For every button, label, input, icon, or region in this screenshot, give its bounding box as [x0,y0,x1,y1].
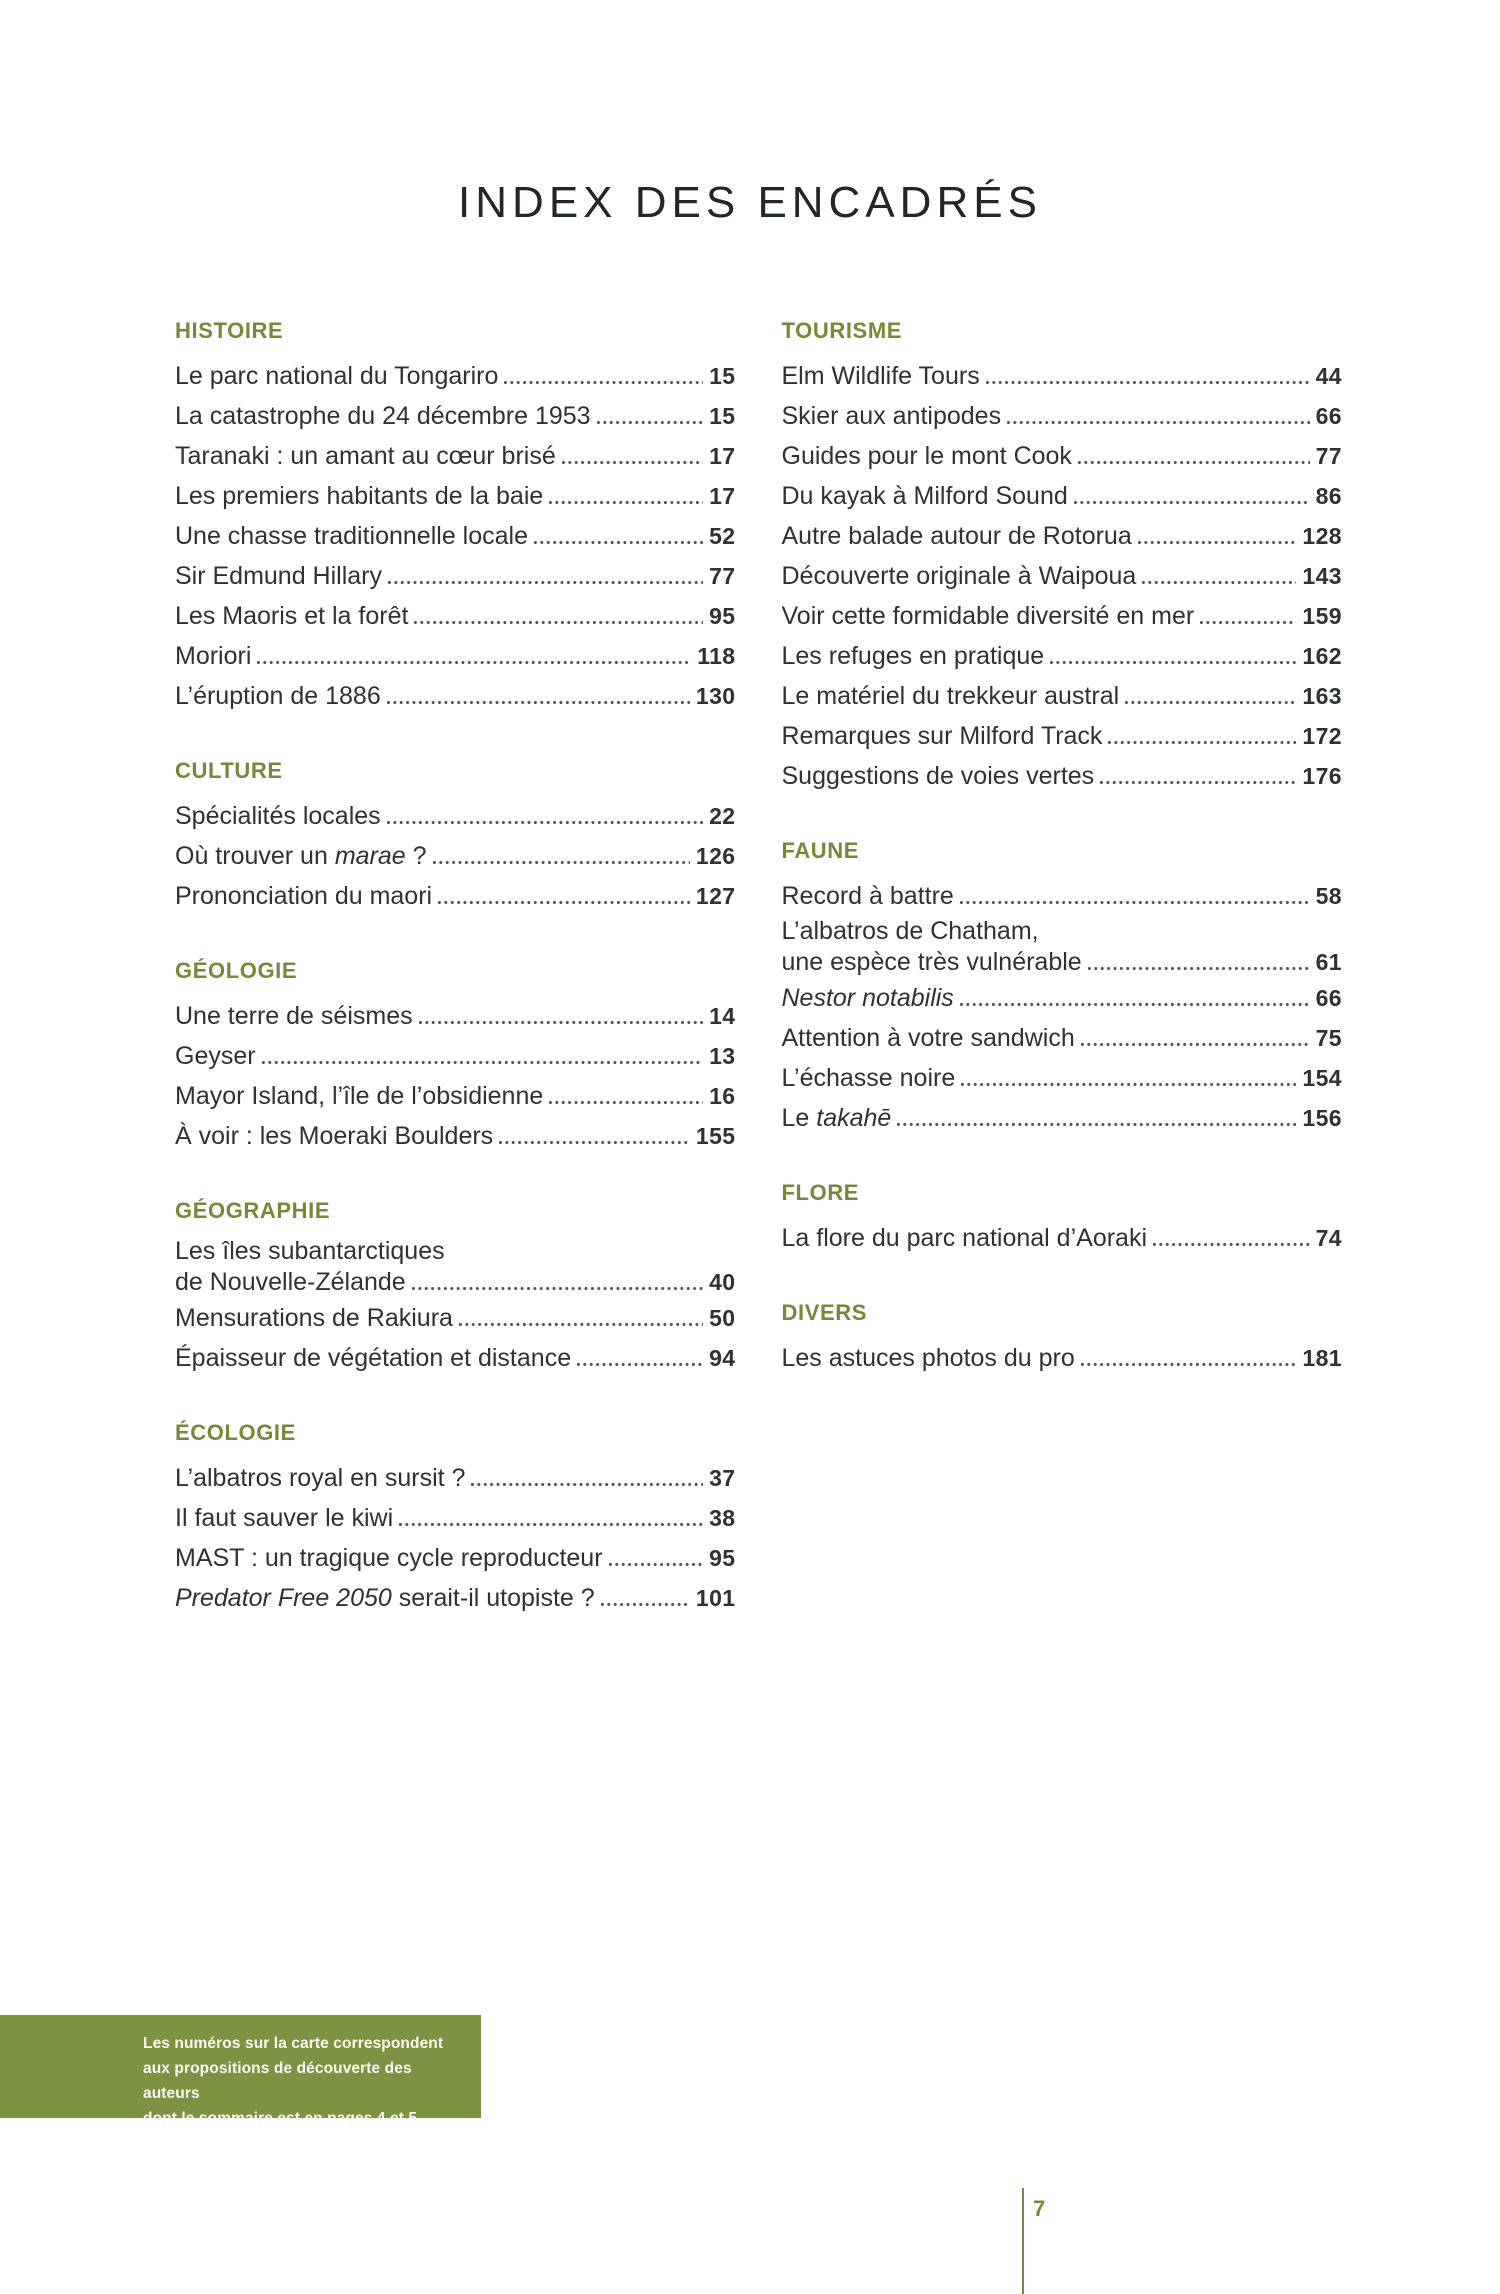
index-entry [175,1538,736,1578]
dotted-leader [601,1603,690,1606]
dotted-leader [1007,421,1310,424]
entry-line [175,1498,736,1538]
entry-page-number: 163 [1302,683,1342,709]
entry-line [175,1036,736,1076]
entry-line [782,876,1343,916]
entry-title [782,516,1132,556]
entry-title-text: Mensurations de Rakiura [175,1304,453,1332]
entry-title-text: Geyser [175,1042,256,1070]
dotted-leader [388,581,703,584]
entry-title-text: La catastrophe du 24 décembre 1953 [175,402,591,430]
entry-title-text: Du kayak à Milford Sound [781,482,1068,510]
index-section [175,1420,736,1618]
entry-title-text: La flore du parc national d’Aoraki [781,1224,1148,1252]
entry-title [175,1267,406,1298]
entry-line [782,1018,1343,1058]
dotted-leader [1138,541,1297,544]
index-entry [782,436,1343,476]
entry-title-text: L’échasse noire [781,1064,956,1092]
section-heading: ÉCOLOGIE [175,1420,296,1445]
entry-title-text: Remarques sur Milford Track [781,722,1103,750]
entry-line [782,396,1343,436]
entry-line [782,476,1343,516]
entry-title-text: Le [781,1104,817,1132]
entry-title-text: MAST : un tragique cycle reproducteur [175,1544,603,1572]
entry-line [782,516,1343,556]
entry-title-text: takahē [816,1104,892,1132]
entry-page-number: 14 [709,1003,736,1029]
dotted-leader [1153,1243,1310,1246]
index-section [175,958,736,1156]
entry-title-text: Mayor Island, l’île de l’obsidienne [175,1082,544,1110]
entry-title-text: marae [334,842,406,870]
entry-page-number: 176 [1302,763,1342,789]
entry-line [782,978,1343,1018]
index-entry [175,1076,736,1116]
dotted-leader [1081,1363,1297,1366]
dotted-leader [1050,661,1296,664]
index-entry [782,1058,1343,1098]
entry-title-text: Elm Wildlife Tours [781,362,980,390]
dotted-leader [562,461,703,464]
index-entry [175,1116,736,1156]
dotted-leader [1142,581,1296,584]
entry-line [175,596,736,636]
entry-title [782,436,1072,476]
entry-page-number: 118 [697,643,736,669]
entry-page-number: 130 [695,683,736,709]
dotted-leader [960,1003,1310,1006]
dotted-leader [577,1363,703,1366]
entry-title-text: une espèce très vulnérable [781,948,1082,976]
index-section [782,318,1343,796]
index-section [175,1198,736,1378]
section-heading: GÉOLOGIE [175,958,298,983]
index-entry [782,596,1343,636]
entry-title-text: serait-il utopiste ? [391,1584,595,1612]
entry-title-text: À voir : les Moeraki Boulders [175,1122,494,1150]
entry-page-number: 156 [1302,1105,1342,1131]
entry-page-number: 17 [709,443,736,469]
index-entry [782,636,1343,676]
entry-title [782,476,1068,516]
index-entry [175,1236,736,1298]
entry-title-text: Sir Edmund Hillary [175,562,383,590]
entry-title [175,1578,595,1618]
entry-title-text: Le matériel du trekkeur austral [781,682,1120,710]
entry-title-text: Skier aux antipodes [781,402,1002,430]
index-entry [175,1036,736,1076]
entry-page-number: 50 [709,1305,736,1331]
entry-line [782,356,1343,396]
entry-page-number: 15 [709,403,736,429]
entry-line [175,1116,736,1156]
entry-page-number: 95 [709,1545,736,1571]
dotted-leader [412,1287,703,1290]
entry-page-number: 52 [709,523,736,549]
entry-page-number: 74 [1315,1225,1342,1251]
entry-line [782,436,1343,476]
entry-title-text: Voir cette formidable diversité en mer [781,602,1195,630]
entry-title [175,996,413,1036]
entry-line [175,1538,736,1578]
dotted-leader [262,1061,704,1064]
entry-title-text: L’albatros de Chatham, [781,917,1039,945]
entry-line [175,836,736,876]
entry-page-number: 17 [709,483,736,509]
index-entry [782,356,1343,396]
entry-line [782,756,1343,796]
entry-title-text: Les astuces photos du pro [781,1344,1075,1372]
dotted-leader [1078,461,1310,464]
entry-line [175,1298,736,1338]
entry-title [175,796,381,836]
section-heading: CULTURE [175,758,283,783]
entry-title [782,756,1095,796]
entry-title [175,876,432,916]
entry-line [175,556,736,596]
index-entry [175,596,736,636]
index-entry [175,516,736,556]
dotted-leader [549,501,703,504]
entry-page-number: 44 [1315,363,1342,389]
entry-title-text: ? [405,842,427,870]
index-entry [782,876,1343,916]
index-entry [782,676,1343,716]
entry-title [175,1338,571,1378]
index-entry [175,436,736,476]
index-entry [782,1018,1343,1058]
entry-line [175,516,736,556]
entry-line [175,1458,736,1498]
entry-title-text: Record à battre [781,882,954,910]
entry-title-text: Où trouver un [175,842,335,870]
entry-line [175,436,736,476]
entry-title-text: Prononciation du maori [175,882,433,910]
entry-page-number: 155 [695,1123,736,1149]
entry-line [175,476,736,516]
index-entry [175,876,736,916]
entry-title [782,716,1103,756]
entry-line [782,636,1343,676]
entry-page-number: 40 [709,1269,736,1295]
entry-title [175,1458,465,1498]
entry-line [782,1098,1343,1138]
index-entry [782,516,1343,556]
entry-page-number: 37 [709,1465,736,1491]
entry-title [175,836,427,876]
entry-page-number: 95 [709,603,736,629]
page-number: 7 [1033,2196,1046,2221]
dotted-leader [419,1021,704,1024]
dotted-leader [499,1141,690,1144]
entry-line [175,1338,736,1378]
entry-page-number: 38 [709,1505,736,1531]
page-title: INDEX DES ENCADRÉS [458,178,1042,227]
index-entry [175,796,736,836]
entry-title [782,636,1045,676]
index-entry [782,1338,1343,1378]
map-note-line: dont le sommaire est en pages 4 et 5. [143,2110,422,2127]
dotted-leader [433,861,690,864]
dotted-leader [1200,621,1296,624]
entry-line [175,1267,736,1298]
index-column-right [782,318,1343,1660]
dotted-leader [438,901,690,904]
dotted-leader [471,1483,703,1486]
entry-title-text: L’albatros royal en sursit ? [175,1464,466,1492]
entry-line [782,1218,1343,1258]
entry-title [175,636,251,676]
entry-title-text: L’éruption de 1886 [175,682,381,710]
entry-title [782,978,954,1018]
entry-title-text: de Nouvelle-Zélande [175,1268,406,1296]
entry-page-number: 127 [695,883,736,909]
entry-title-text: Attention à votre sandwich [781,1024,1075,1052]
entry-line [175,1578,736,1618]
entry-title-text: Taranaki : un amant au cœur brisé [175,442,556,470]
index-entry [175,396,736,436]
index-entry [175,356,736,396]
map-note-line: aux propositions de découverte des auteurs [143,2060,412,2102]
dotted-leader [257,661,691,664]
entry-page-number: 86 [1315,483,1342,509]
entry-page-number: 77 [709,563,736,589]
index-section [782,1180,1343,1258]
entry-title-text: Moriori [175,642,252,670]
entry-title [175,1538,603,1578]
entry-page-number: 61 [1315,949,1342,975]
index-entry [175,1578,736,1618]
index-entry [175,676,736,716]
index-entry [175,1298,736,1338]
entry-title [782,1338,1075,1378]
entry-line [782,1058,1343,1098]
index-entry [175,476,736,516]
dotted-leader [534,541,703,544]
entry-page-number: 159 [1302,603,1342,629]
index-section [782,1300,1343,1378]
book-index-page [0,176,1500,2294]
dotted-leader [549,1101,703,1104]
entry-line [175,636,736,676]
dotted-leader [986,381,1310,384]
entry-page-number: 66 [1315,403,1342,429]
entry-line [175,396,736,436]
index-entry [782,716,1343,756]
entry-page-number: 15 [709,363,736,389]
entry-title [175,1076,543,1116]
entry-title [782,556,1137,596]
dotted-leader [961,1083,1296,1086]
entry-line [175,1076,736,1116]
entry-title [782,947,1082,978]
entry-title [175,1036,256,1076]
entry-title [782,1058,956,1098]
entry-title [782,1218,1148,1258]
section-heading: DIVERS [781,1300,868,1325]
index-section [782,838,1343,1138]
dotted-leader [459,1323,703,1326]
entry-page-number: 181 [1302,1345,1342,1371]
index-column-left [175,318,736,1660]
entry-line [782,716,1343,756]
dotted-leader [597,421,704,424]
entry-page-number: 75 [1315,1025,1342,1051]
section-heading: TOURISME [781,318,903,343]
entry-title-text: Les refuges en pratique [781,642,1045,670]
entry-page-number: 13 [709,1043,736,1069]
section-heading: HISTOIRE [175,318,284,343]
section-heading: GÉOGRAPHIE [175,1198,331,1223]
index-entry [782,1098,1343,1138]
entry-line [782,916,1343,947]
entry-title [175,476,543,516]
entry-title [175,676,381,716]
dotted-leader [399,1523,703,1526]
entry-title-text: Épaisseur de végétation et distance [175,1344,572,1372]
entry-title [782,876,954,916]
index-section [175,758,736,916]
entry-title-text: Spécialités locales [175,802,381,830]
index-entry [175,1458,736,1498]
index-entry [175,1498,736,1538]
entry-title [782,1018,1075,1058]
entry-title [175,396,591,436]
section-heading: FLORE [781,1180,860,1205]
entry-line [782,947,1343,978]
entry-title-text: Une terre de séismes [175,1002,413,1030]
entry-title [175,556,382,596]
index-entry [782,1218,1343,1258]
entry-title [175,356,498,396]
entry-page-number: 101 [695,1585,736,1611]
entry-page-number: 22 [709,803,736,829]
dotted-leader [897,1123,1296,1126]
index-entry [782,978,1343,1018]
entry-title [782,356,980,396]
entry-title-text: Les premiers habitants de la baie [175,482,544,510]
entry-page-number: 94 [709,1345,736,1371]
map-note-line: Les numéros sur la carte correspondent [143,2035,444,2052]
dotted-leader [414,621,703,624]
entry-page-number: 154 [1302,1065,1342,1091]
entry-title-text: Predator Free 2050 [175,1584,392,1612]
index-entry [782,556,1343,596]
index-entry [175,636,736,676]
dotted-leader [387,701,690,704]
index-entry [175,836,736,876]
entry-page-number: 77 [1315,443,1342,469]
entry-title-text: Nestor notabilis [781,984,954,1012]
dotted-leader [960,901,1310,904]
dotted-leader [387,821,703,824]
entry-title [175,596,408,636]
entry-line [782,676,1343,716]
entry-title [175,1116,493,1156]
entry-title-text: Guides pour le mont Cook [781,442,1072,470]
entry-line [782,596,1343,636]
entry-title-text: Il faut sauver le kiwi [175,1504,394,1532]
dotted-leader [1081,1043,1310,1046]
entry-title [782,676,1120,716]
entry-title-text: Découverte originale à Waipoua [781,562,1137,590]
entry-title-text: Les Maoris et la forêt [175,602,409,630]
entry-title [782,1098,892,1138]
entry-line [175,796,736,836]
index-section [175,318,736,716]
entry-page-number: 143 [1302,563,1342,589]
entry-title-text: Les îles subantarctiques [175,1237,445,1265]
dotted-leader [1074,501,1310,504]
entry-title [175,1498,393,1538]
dotted-leader [504,381,703,384]
index-entry [782,396,1343,436]
footer-rule [1022,2188,1024,2294]
entry-line [175,996,736,1036]
entry-title [175,1298,453,1338]
index-entry [782,916,1343,978]
index-entry [782,476,1343,516]
index-entry [175,996,736,1036]
entry-title-text: Suggestions de voies vertes [781,762,1095,790]
entry-title [175,1236,445,1267]
entry-title-text: Le parc national du Tongariro [175,362,499,390]
entry-page-number: 172 [1302,723,1342,749]
map-note-box [0,2015,481,2127]
index-entry [175,1338,736,1378]
dotted-leader [1108,741,1296,744]
entry-line [175,1236,736,1267]
entry-title [782,396,1002,436]
entry-title [782,916,1039,947]
index-entry [782,756,1343,796]
entry-page-number: 128 [1302,523,1342,549]
entry-title [782,596,1195,636]
dotted-leader [1125,701,1296,704]
dotted-leader [609,1563,704,1566]
index-columns [175,318,1342,1660]
entry-line [175,676,736,716]
entry-title [175,436,556,476]
entry-line [782,1338,1343,1378]
entry-line [175,876,736,916]
entry-page-number: 66 [1315,985,1342,1011]
section-heading: FAUNE [781,838,860,863]
dotted-leader [1088,967,1310,970]
entry-page-number: 58 [1315,883,1342,909]
entry-line [175,356,736,396]
entry-page-number: 16 [709,1083,736,1109]
entry-page-number: 126 [695,843,736,869]
entry-page-number: 162 [1302,643,1342,669]
dotted-leader [1100,781,1296,784]
entry-title-text: Une chasse traditionnelle locale [175,522,528,550]
index-entry [175,556,736,596]
entry-title [175,516,528,556]
entry-title-text: Autre balade autour de Rotorua [781,522,1132,550]
entry-line [782,556,1343,596]
